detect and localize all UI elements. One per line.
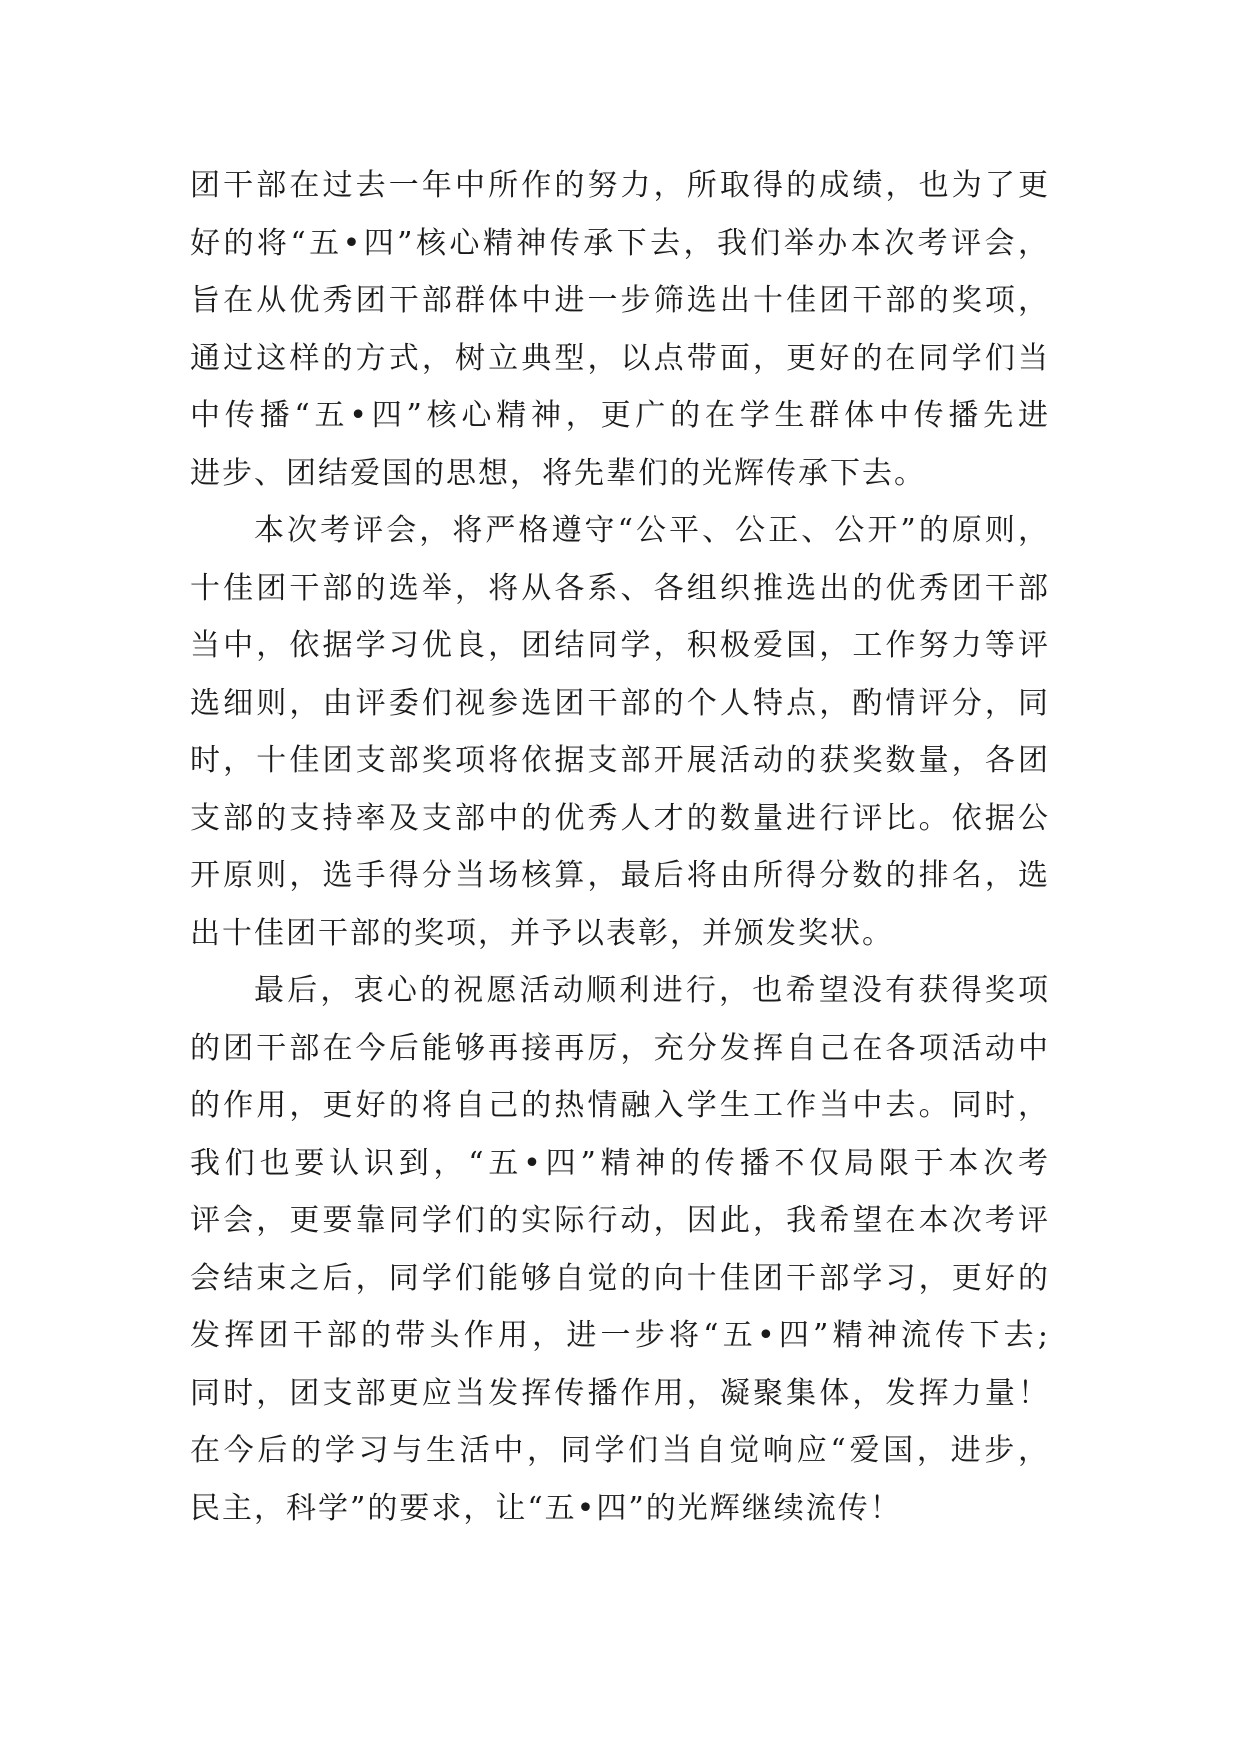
paragraph-2 xyxy=(190,502,1050,962)
text-line: 最后，衷心的祝愿活动顺利进行，也希望没有获得奖项 xyxy=(254,973,1050,1008)
text-line: 当中，依据学习优良，团结同学，积极爱国，工作努力等评 xyxy=(190,628,1050,663)
text-line: 的作用，更好的将自己的热情融入学生工作当中去。同时， xyxy=(190,1088,1050,1123)
text-line: 我们也要认识到，“五•四”精神的传播不仅局限于本次考 xyxy=(190,1145,1050,1181)
text-line: 选细则，由评委们视参选团干部的个人特点，酌情评分，同 xyxy=(190,685,1050,721)
text-line: 同时，团支部更应当发挥传播作用，凝聚集体，发挥力量！ xyxy=(190,1375,1050,1411)
text-line: 出十佳团干部的奖项，并予以表彰，并颁发奖状。 xyxy=(190,915,894,951)
text-line: 时，十佳团支部奖项将依据支部开展活动的获奖数量，各团 xyxy=(190,743,1050,778)
text-line: 支部的支持率及支部中的优秀人才的数量进行评比。依据公 xyxy=(190,800,1050,836)
text-line: 开原则，选手得分当场核算，最后将由所得分数的排名，选 xyxy=(190,858,1050,893)
text-line: 十佳团干部的选举，将从各系、各组织推选出的优秀团干部 xyxy=(190,570,1050,606)
text-line: 进步、团结爱国的思想，将先辈们的光辉传承下去。 xyxy=(190,455,926,491)
text-line: 会结束之后，同学们能够自觉的向十佳团干部学习，更好的 xyxy=(190,1260,1050,1296)
text-line: 通过这样的方式，树立典型，以点带面，更好的在同学们当 xyxy=(190,340,1050,376)
document-body xyxy=(190,157,1050,1537)
text-line: 旨在从优秀团干部群体中进一步筛选出十佳团干部的奖项， xyxy=(190,283,1050,318)
text-line: 本次考评会，将严格遵守“公平、公正、公开”的原则， xyxy=(254,513,1050,548)
text-line: 民主，科学”的要求，让“五•四”的光辉继续流传！ xyxy=(190,1490,902,1526)
text-line: 中传播“五•四”核心精神，更广的在学生群体中传播先进 xyxy=(190,398,1050,433)
text-line: 的团干部在今后能够再接再厉，充分发挥自己在各项活动中 xyxy=(190,1030,1050,1066)
text-line: 发挥团干部的带头作用，进一步将“五•四”精神流传下去; xyxy=(190,1318,1050,1353)
text-line: 评会，更要靠同学们的实际行动，因此，我希望在本次考评 xyxy=(190,1203,1050,1238)
text-line: 好的将“五•四”核心精神传承下去，我们举办本次考评会， xyxy=(190,225,1050,261)
paragraph-1 xyxy=(190,157,1050,502)
text-line: 团干部在过去一年中所作的努力，所取得的成绩，也为了更 xyxy=(190,168,1050,203)
text-line: 在今后的学习与生活中，同学们当自觉响应“爱国，进步， xyxy=(190,1433,1050,1468)
paragraph-3 xyxy=(190,962,1050,1537)
